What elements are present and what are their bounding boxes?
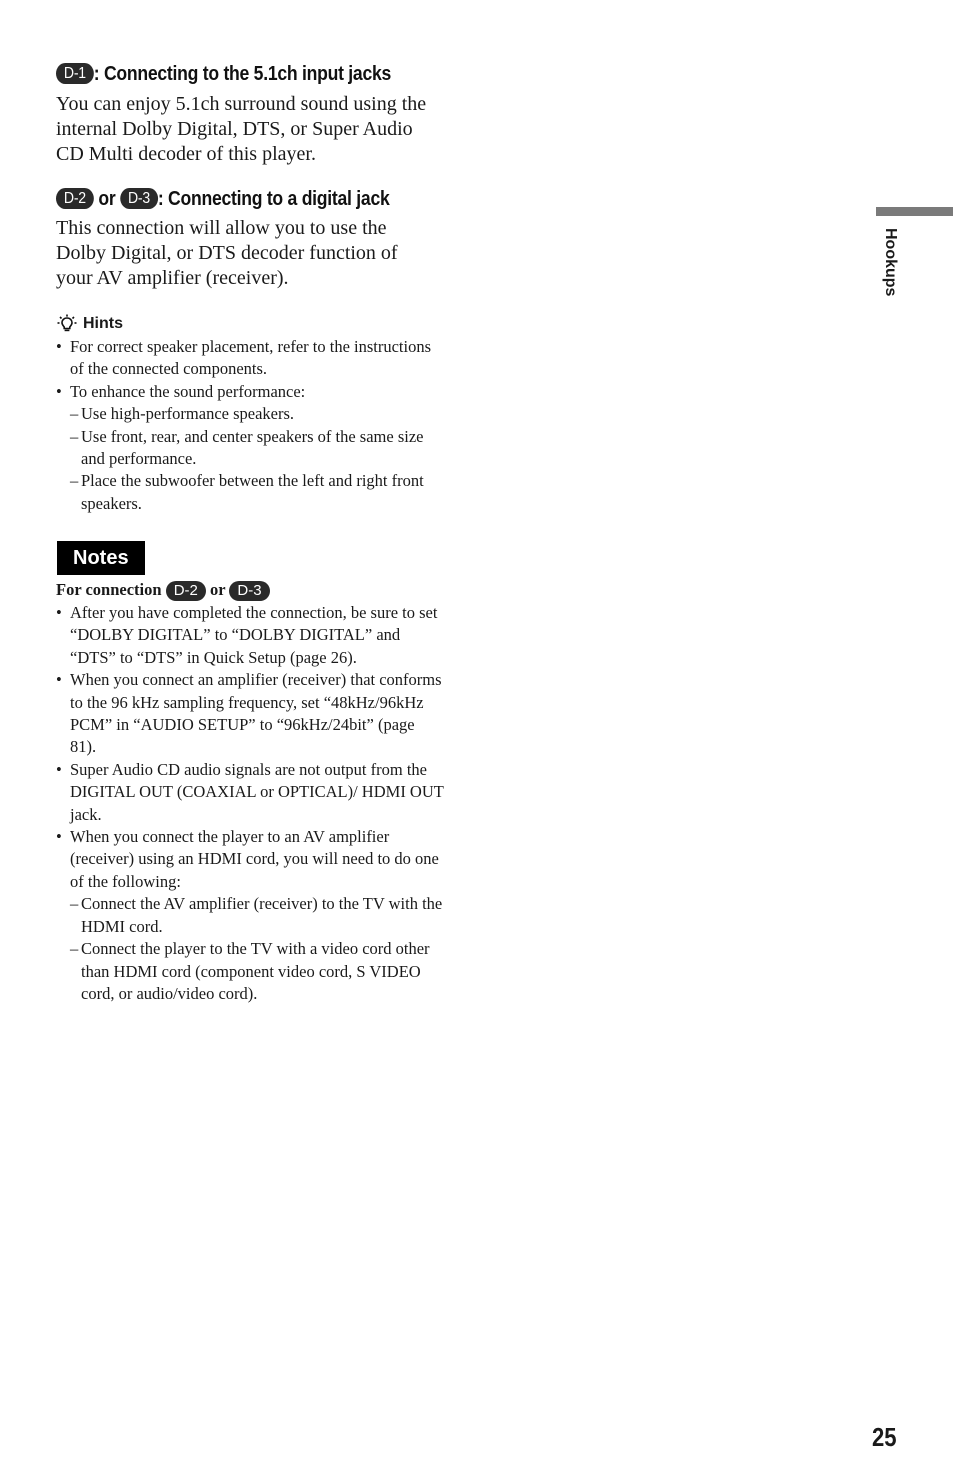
hints-title: Hints [83,315,123,332]
hint-sub-item: – Use front, rear, and center speakers of the same size and performance. [56,426,444,471]
section-heading-d23 [56,188,389,211]
hint-item: • For correct speaker placement, refer to the instructions of the connected components. [56,336,444,381]
notes-for-connection [56,580,270,601]
section-heading-d1 [56,63,391,86]
hints-list [56,336,444,515]
notes-heading: Notes [57,541,145,575]
hint-sub-item: – Use high-performance speakers. [56,403,444,425]
connection-badge-d3: D-3 [229,581,269,601]
note-sub-item: – Connect the player to the TV with a video cord other than HDMI cord (component video cord, S VIDEO cord, or audio/video cord). [56,938,444,1005]
notes-list [56,602,444,1005]
section-body-d1: You can enjoy 5.1ch surround sound using the internal Dolby Digital, DTS, or Super Audio CD Multi decoder of this player. [56,93,427,165]
or-word: or [209,580,226,599]
hint-sub-item: – Place the subwoofer between the left and right front speakers. [56,470,444,515]
note-sub-item: – Connect the AV amplifier (receiver) to the TV with the HDMI cord. [56,893,444,938]
section-tab-text: Hookups [882,228,899,297]
section-body-d23: This connection will allow you to use the Dolby Digital, or DTS decoder function of your AV amplifier (receiver). [56,217,398,289]
connection-badge-d3: D-3 [120,188,158,209]
section-tab-bar [876,207,953,216]
note-item: • After you have completed the connection, be sure to set “DOLBY DIGITAL” to “DOLBY DIGITAL” and “DTS” to “DTS” in Quick Setup (page 26). [56,602,444,669]
connection-badge-d2: D-2 [56,188,94,209]
page-number: 25 [872,1422,897,1452]
hints-heading [57,314,123,334]
connection-badge-d1: D-1 [56,63,94,84]
hint-item: • To enhance the sound performance: [56,381,444,403]
or-word: or [98,188,116,210]
connection-badge-d2: D-2 [166,581,206,601]
note-item: • Super Audio CD audio signals are not output from the DIGITAL OUT (COAXIAL or OPTICAL)/ HDMI OUT jack. [56,759,444,826]
note-item: • When you connect an amplifier (receiver) that conforms to the 96 kHz sampling frequency, set “48kHz/96kHz PCM” in “AUDIO SETUP” to “96kHz/24bit” (page 81). [56,669,444,759]
lightbulb-icon [57,314,77,334]
section-title-d23: : Connecting to a digital jack [157,188,390,210]
for-connection-label: For connection [56,580,162,599]
section-title-d1: : Connecting to the 5.1ch input jacks [93,63,392,85]
note-item: • When you connect the player to an AV amplifier (receiver) using an HDMI cord, you will need to do one of the following: [56,826,444,893]
